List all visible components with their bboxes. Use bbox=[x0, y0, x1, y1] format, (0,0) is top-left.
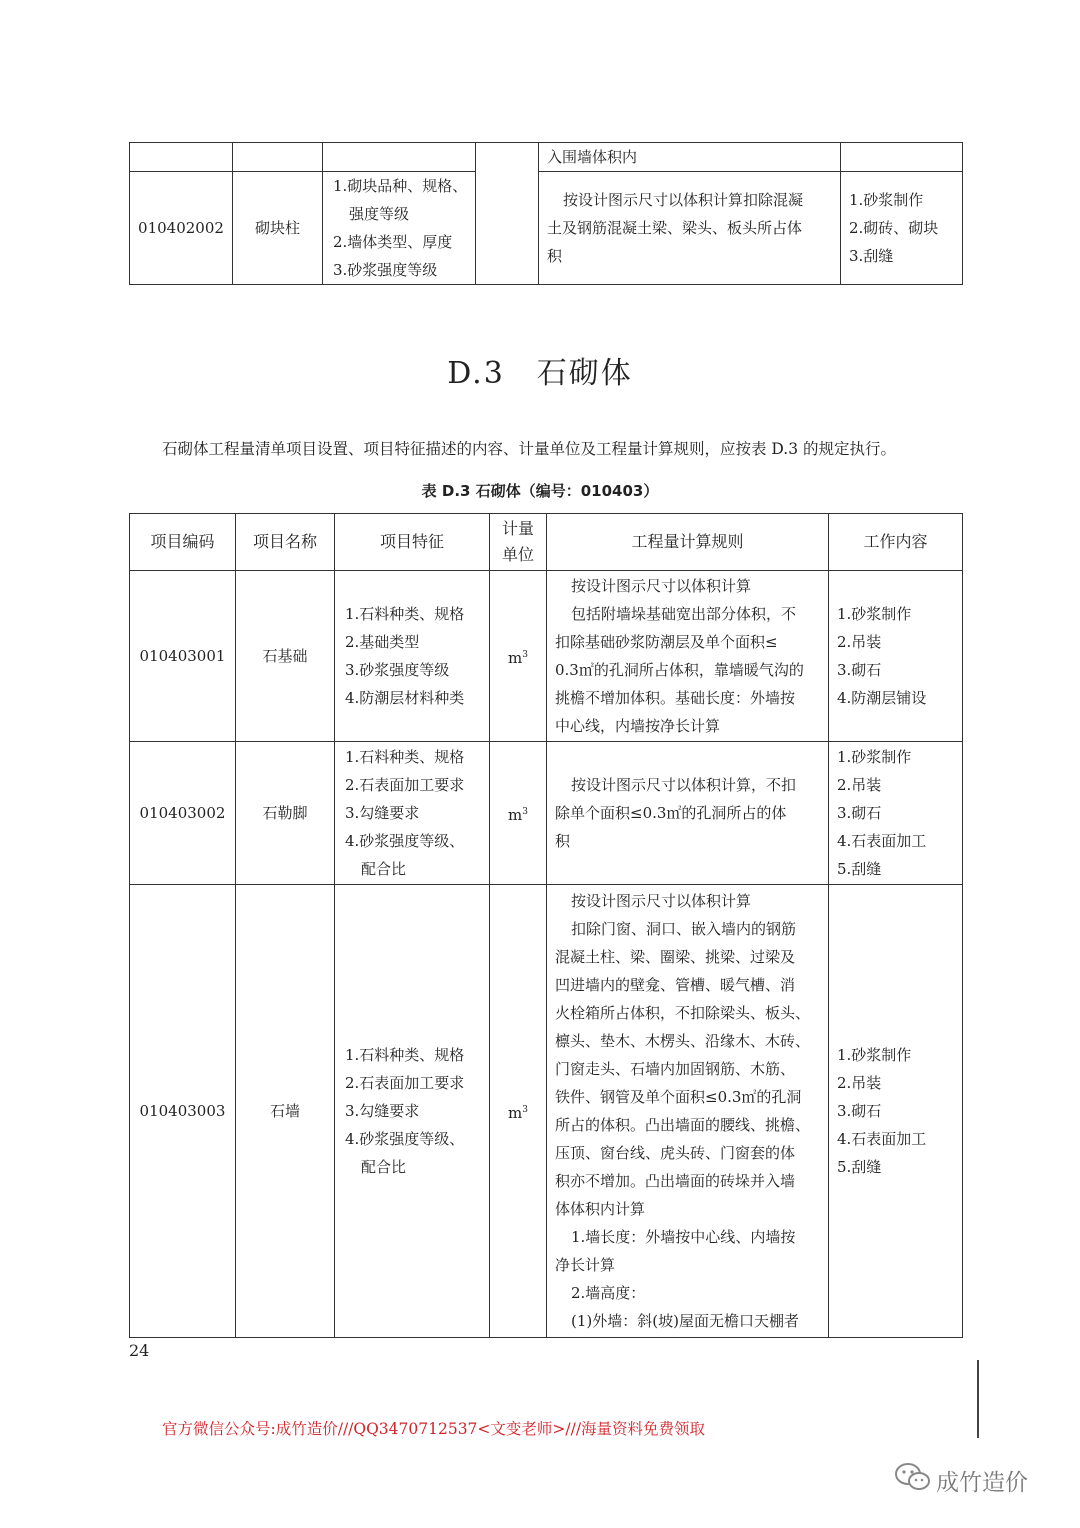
rule-line: 0.3㎡的孔洞所占体积，靠墙暖气沟的 bbox=[555, 661, 804, 679]
name-cell: 石基础 bbox=[236, 571, 335, 742]
name-cell: 石勒脚 bbox=[236, 742, 335, 885]
work-item: 3.砌石 bbox=[837, 661, 882, 679]
rule-line: 2.墙高度： bbox=[571, 1284, 646, 1302]
code-cell: 010403001 bbox=[130, 571, 236, 742]
code-cell bbox=[130, 143, 233, 172]
rule-line: 按设计图示尺寸以体积计算 bbox=[571, 577, 752, 595]
table-row bbox=[130, 172, 963, 285]
rule-cell bbox=[547, 885, 829, 1338]
watermark bbox=[894, 1462, 1028, 1498]
rule-line: 凹进墙内的壁龛、管槽、暖气槽、消 bbox=[555, 976, 796, 994]
rule-line: 中心线，内墙按净长计算 bbox=[555, 717, 721, 735]
work-cell bbox=[841, 143, 963, 172]
feature-item: 3.勾缝要求 bbox=[345, 1102, 420, 1120]
unit-cell bbox=[476, 143, 539, 285]
rule-line: 积 bbox=[555, 832, 571, 850]
promo-text: 官方微信公众号:成竹造价///QQ3470712537<文变老师>///海量资料免费领取 bbox=[162, 1420, 706, 1438]
work-item: 1.砂浆制作 bbox=[837, 1046, 912, 1064]
rule-line: 挑檐不增加体积。基础长度：外墙按 bbox=[555, 689, 796, 707]
work-item: 5.刮缝 bbox=[837, 860, 882, 878]
name-cell: 砌块柱 bbox=[233, 172, 323, 285]
work-item: 2.吊装 bbox=[837, 633, 882, 651]
work-item: 4.石表面加工 bbox=[837, 832, 927, 850]
code-cell: 010403003 bbox=[130, 885, 236, 1338]
unit-cell bbox=[490, 885, 547, 1338]
work-item: 1.砂浆制作 bbox=[837, 605, 912, 623]
work-item: 5.刮缝 bbox=[837, 1158, 882, 1176]
feature-item: 3.砂浆强度等级 bbox=[333, 261, 438, 279]
work-item: 3.砌石 bbox=[837, 1102, 882, 1120]
work-item: 3.砌石 bbox=[837, 804, 882, 822]
rule-line: 除单个面积≤0.3㎡的孔洞所占的体 bbox=[555, 804, 787, 822]
rule-cell bbox=[539, 172, 841, 285]
main-table bbox=[129, 513, 963, 1338]
header-code: 项目编码 bbox=[130, 514, 236, 571]
rule-line: 扣除基础砂浆防潮层及单个面积≤ bbox=[555, 633, 778, 651]
feature-item: 配合比 bbox=[361, 1158, 407, 1176]
rule-line: 包括附墙垛基础宽出部分体积，不 bbox=[571, 605, 797, 623]
features-cell bbox=[335, 571, 490, 742]
table-row bbox=[130, 571, 963, 742]
work-item: 2.砌砖、砌块 bbox=[849, 219, 939, 237]
feature-item: 配合比 bbox=[361, 860, 407, 878]
name-cell: 石墙 bbox=[236, 885, 335, 1338]
feature-item: 1.石料种类、规格 bbox=[345, 1046, 465, 1064]
table-caption: 表 D.3 石砌体（编号：010403） bbox=[421, 482, 659, 500]
unit-cell bbox=[490, 742, 547, 885]
feature-item: 4.砂浆强度等级、 bbox=[345, 832, 465, 850]
feature-item: 2.墙体类型、厚度 bbox=[333, 233, 453, 251]
rule-line: 火栓箱所占体积，不扣除梁头、板头、 bbox=[555, 1004, 811, 1022]
unit-text: m bbox=[508, 805, 523, 824]
work-item: 3.刮缝 bbox=[849, 247, 894, 265]
divider bbox=[977, 1360, 979, 1438]
header-unit-line: 单位 bbox=[501, 545, 534, 564]
rule-line: 按设计图示尺寸以体积计算扣除混凝 bbox=[563, 191, 804, 209]
unit-sup: 3 bbox=[522, 806, 528, 817]
rule-line: 体体积内计算 bbox=[555, 1200, 646, 1218]
work-item: 1.砂浆制作 bbox=[849, 191, 924, 209]
feature-item: 3.勾缝要求 bbox=[345, 804, 420, 822]
page-number: 24 bbox=[129, 1341, 150, 1360]
feature-item: 2.石表面加工要求 bbox=[345, 776, 465, 794]
top-table bbox=[129, 142, 963, 285]
rule-cell bbox=[547, 742, 829, 885]
name-cell bbox=[233, 143, 323, 172]
header-work: 工作内容 bbox=[829, 514, 963, 571]
rule-line: 压顶、窗台线、虎头砖、门窗套的体 bbox=[555, 1144, 796, 1162]
rule-line: (1)外墙：斜(坡)屋面无檐口天棚者 bbox=[571, 1312, 799, 1330]
feature-item: 4.防潮层材料种类 bbox=[345, 689, 465, 707]
header-features: 项目特征 bbox=[335, 514, 490, 571]
unit-sup: 3 bbox=[522, 649, 528, 660]
header-rule: 工程量计算规则 bbox=[547, 514, 829, 571]
header-name: 项目名称 bbox=[236, 514, 335, 571]
rule-line: 檩头、垫木、木楞头、沿缘木、木砖、 bbox=[555, 1032, 811, 1050]
code-cell: 010403002 bbox=[130, 742, 236, 885]
code-cell: 010402002 bbox=[130, 172, 233, 285]
header-unit bbox=[490, 514, 547, 571]
feature-item: 1.石料种类、规格 bbox=[345, 748, 465, 766]
feature-item: 1.石料种类、规格 bbox=[345, 605, 465, 623]
work-item: 2.吊装 bbox=[837, 1074, 882, 1092]
table-row bbox=[130, 143, 963, 172]
work-cell bbox=[841, 172, 963, 285]
features-cell bbox=[335, 885, 490, 1338]
work-cell bbox=[829, 885, 963, 1338]
rule-cell: 入围墙体积内 bbox=[539, 143, 841, 172]
work-item: 2.吊装 bbox=[837, 776, 882, 794]
table-header-row bbox=[130, 514, 963, 571]
feature-item: 2.石表面加工要求 bbox=[345, 1074, 465, 1092]
features-cell bbox=[323, 143, 476, 172]
work-item: 1.砂浆制作 bbox=[837, 748, 912, 766]
feature-item: 强度等级 bbox=[349, 205, 410, 223]
intro-paragraph: 石砌体工程量清单项目设置、项目特征描述的内容、计量单位及工程量计算规则，应按表 D.3 的规定执行。 bbox=[162, 440, 897, 458]
unit-text: m bbox=[508, 1103, 523, 1122]
rule-line: 铁件、钢管及单个面积≤0.3㎡的孔洞 bbox=[555, 1088, 802, 1106]
unit-text: m bbox=[508, 648, 523, 667]
watermark-text: 成竹造价 bbox=[936, 1469, 1028, 1496]
feature-item: 4.砂浆强度等级、 bbox=[345, 1130, 465, 1148]
rule-line: 积 bbox=[547, 247, 563, 265]
table-row bbox=[130, 742, 963, 885]
rule-line: 1.墙长度：外墙按中心线、内墙按 bbox=[571, 1228, 796, 1246]
work-item: 4.防潮层铺设 bbox=[837, 689, 927, 707]
header-unit-line: 计量 bbox=[501, 519, 534, 538]
features-cell bbox=[323, 172, 476, 285]
work-item: 4.石表面加工 bbox=[837, 1130, 927, 1148]
work-cell bbox=[829, 742, 963, 885]
rule-line: 积亦不增加。凸出墙面的砖垛并入墙 bbox=[555, 1172, 796, 1190]
wechat-icon bbox=[894, 1462, 932, 1498]
table-row bbox=[130, 885, 963, 1338]
feature-item: 3.砂浆强度等级 bbox=[345, 661, 450, 679]
rule-line: 净长计算 bbox=[555, 1256, 616, 1274]
rule-line: 按设计图示尺寸以体积计算，不扣 bbox=[571, 776, 797, 794]
section-title: D.3 石砌体 bbox=[447, 356, 633, 391]
rule-line: 扣除门窗、洞口、嵌入墙内的钢筋 bbox=[571, 920, 797, 938]
feature-item: 2.基础类型 bbox=[345, 633, 420, 651]
rule-line: 所占的体积。凸出墙面的腰线、挑檐、 bbox=[555, 1116, 811, 1134]
features-cell bbox=[335, 742, 490, 885]
rule-cell bbox=[547, 571, 829, 742]
feature-item: 1.砌块品种、规格、 bbox=[333, 177, 468, 195]
work-cell bbox=[829, 571, 963, 742]
unit-sup: 3 bbox=[522, 1104, 528, 1115]
rule-line: 门窗走头、石墙内加固钢筋、木筋、 bbox=[555, 1060, 796, 1078]
rule-line: 混凝土柱、梁、圈梁、挑梁、过梁及 bbox=[555, 948, 796, 966]
rule-line: 按设计图示尺寸以体积计算 bbox=[571, 892, 752, 910]
unit-cell bbox=[490, 571, 547, 742]
rule-line: 土及钢筋混凝土梁、梁头、板头所占体 bbox=[547, 219, 803, 237]
